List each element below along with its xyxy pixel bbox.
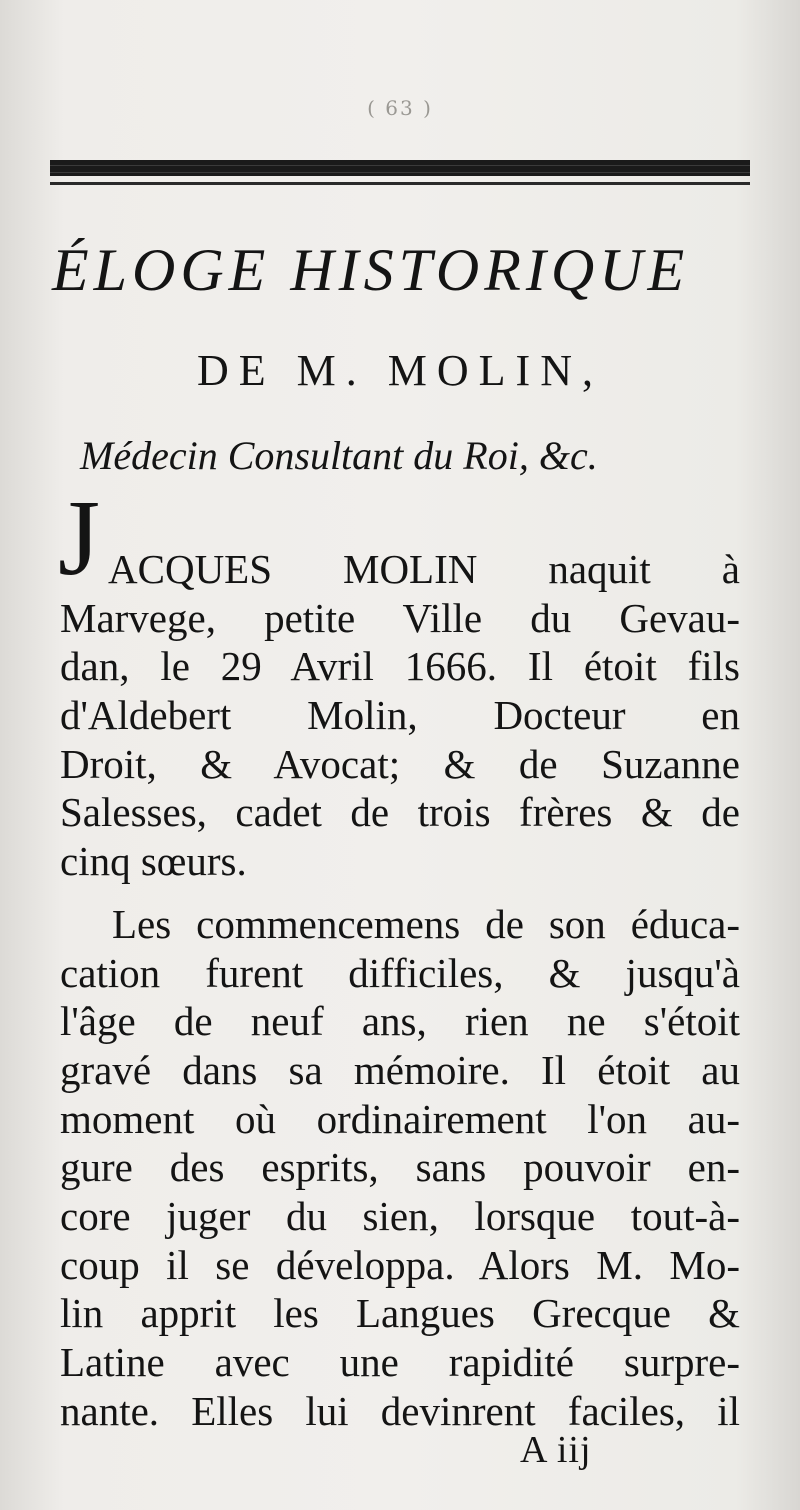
signature-mark: A iij xyxy=(520,1429,592,1471)
text-line: l'âge de neuf ans, rien ne s'étoit xyxy=(60,998,740,1045)
header-rule-thick xyxy=(50,160,750,176)
text-line: d'Aldebert Molin, Docteur en xyxy=(60,692,740,739)
text-line: gure des esprits, sans pouvoir en- xyxy=(60,1144,740,1191)
text-line: lin apprit les Langues Grecque & xyxy=(60,1290,740,1337)
page-title: ÉLOGE HISTORIQUE xyxy=(52,237,690,303)
text-line: Droit, & Avocat; & de Suzanne xyxy=(60,740,740,787)
text-line: moment où ordinairement l'on au- xyxy=(60,1095,740,1142)
header-rule-thin xyxy=(50,182,750,185)
text-line: nante. Elles lui devinrent faciles, il xyxy=(60,1387,740,1434)
text-line: Les commencemens de son éduca- xyxy=(112,900,740,947)
body-text xyxy=(60,545,740,1435)
page-subtitle: DE M. MOLIN, xyxy=(197,346,603,395)
text-line: gravé dans sa mémoire. Il étoit au xyxy=(60,1046,740,1093)
text-line: dan, le 29 Avril 1666. Il étoit fils xyxy=(60,643,740,690)
text-line: cation furent difficiles, & jusqu'à xyxy=(60,949,740,996)
text-line: ACQUES MOLIN naquit à xyxy=(108,546,740,592)
text-line: core juger du sien, lorsque tout-à- xyxy=(60,1192,740,1239)
text-line: Marvege, petite Ville du Gevau- xyxy=(60,594,740,641)
drop-cap: J xyxy=(58,479,101,598)
text-line: cinq sœurs. xyxy=(60,838,247,885)
role-line: Médecin Consultant du Roi, &c. xyxy=(80,433,598,478)
text-line: Latine avec une rapidité surpre- xyxy=(60,1339,740,1385)
running-head: ( 63 ) xyxy=(367,96,433,120)
text-line: Salesses, cadet de trois frères & de xyxy=(60,789,740,836)
text-line: coup il se développa. Alors M. Mo- xyxy=(60,1241,740,1288)
